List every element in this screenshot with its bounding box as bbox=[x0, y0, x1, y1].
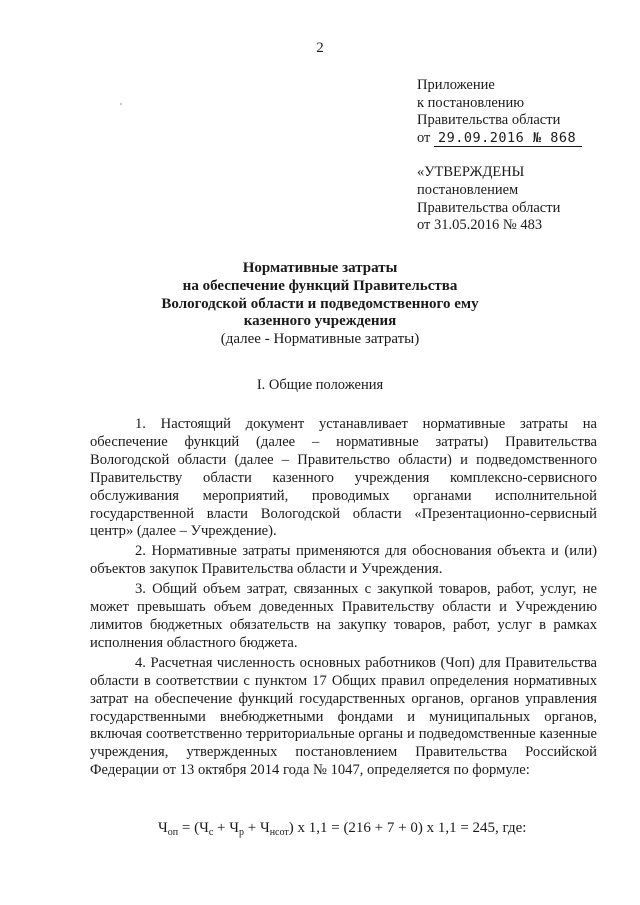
appendix-line: Приложение bbox=[417, 77, 495, 93]
approved-line: Правительства области bbox=[417, 199, 561, 216]
page-number: 2 bbox=[316, 40, 324, 56]
formula-text: ) х 1,1 = (216 + 7 + 0) х 1,1 = 245, где: bbox=[288, 820, 527, 836]
paragraph: 1. Настоящий документ устанавливает нормативные затраты на обеспечение функций (далее – нормативные затраты) Правительства Вологодской области (далее – Правительство области) и подведомственного Правительству области казенного учреждения комплексно-сервисного обслуживания мероприятий, проводимых органами исполнительной государственной власти Вологодской области «Презентационно-сервисный центр» (далее – Учреждение). bbox=[90, 416, 597, 540]
scan-speck bbox=[120, 103, 122, 105]
title-line: казенного учреждения bbox=[243, 313, 397, 330]
formula-text: + Ч bbox=[243, 820, 270, 836]
title-line: Нормативные затраты bbox=[242, 260, 398, 276]
formula-subscript: р bbox=[238, 827, 244, 838]
handwritten-date-number: 29.09.2016 № 868 bbox=[434, 130, 582, 147]
section-heading: I. Общие положения bbox=[256, 377, 384, 393]
formula-text: + Ч bbox=[213, 820, 239, 836]
formula-subscript: нсот bbox=[269, 827, 289, 838]
paragraph: 2. Нормативные затраты применяются для обоснования объекта и (или) объектов закупок Правительства области и Учреждения. bbox=[90, 543, 597, 578]
title-subtitle: (далее - Нормативные затраты) bbox=[220, 331, 420, 348]
approved-line: «УТВЕРЖДЕНЫ bbox=[417, 164, 525, 180]
appendix-date-line bbox=[417, 130, 582, 148]
document-title bbox=[0, 260, 640, 349]
formula-subscript: с bbox=[208, 827, 214, 838]
paragraph: 4. Расчетная численность основных работников (Чоп) для Правительства области в соответствии с пунктом 17 Общих правил определения нормативных затрат на обеспечение функций государственных органов, органов управления государственными внебюджетными фондами и муниципальных органов, включая соответственно территориальные органы и подведомственные казенные учреждения, утвержденных постановлением Правительства Российской Федерации от 13 октября 2014 года № 1047, определяется по формуле: bbox=[90, 654, 597, 779]
approved-line: постановлением bbox=[417, 181, 519, 198]
approved-block bbox=[417, 164, 560, 235]
formula bbox=[158, 820, 526, 837]
body-text bbox=[90, 416, 597, 780]
approved-line: от 31.05.2016 № 483 bbox=[417, 217, 543, 234]
formula-subscript: оп bbox=[167, 827, 179, 838]
appendix-line: к постановлению bbox=[417, 94, 525, 111]
paragraph: 3. Общий объем затрат, связанных с закупкой товаров, работ, услуг, не может превышать объем доведенных Правительству области и Учреждению лимитов бюджетных обязательств на закупку товаров, работ, услуг в рамках исполнения областного бюджета. bbox=[90, 581, 597, 651]
formula-symbol: Ч bbox=[158, 820, 168, 836]
appendix-block bbox=[417, 77, 582, 147]
title-line: на обеспечение функций Правительства bbox=[182, 277, 458, 294]
title-line: Вологодской области и подведомственного ему bbox=[161, 295, 479, 312]
formula-text: = (Ч bbox=[178, 820, 209, 836]
appendix-line: Правительства области bbox=[417, 112, 561, 128]
date-prefix: от bbox=[417, 129, 431, 146]
